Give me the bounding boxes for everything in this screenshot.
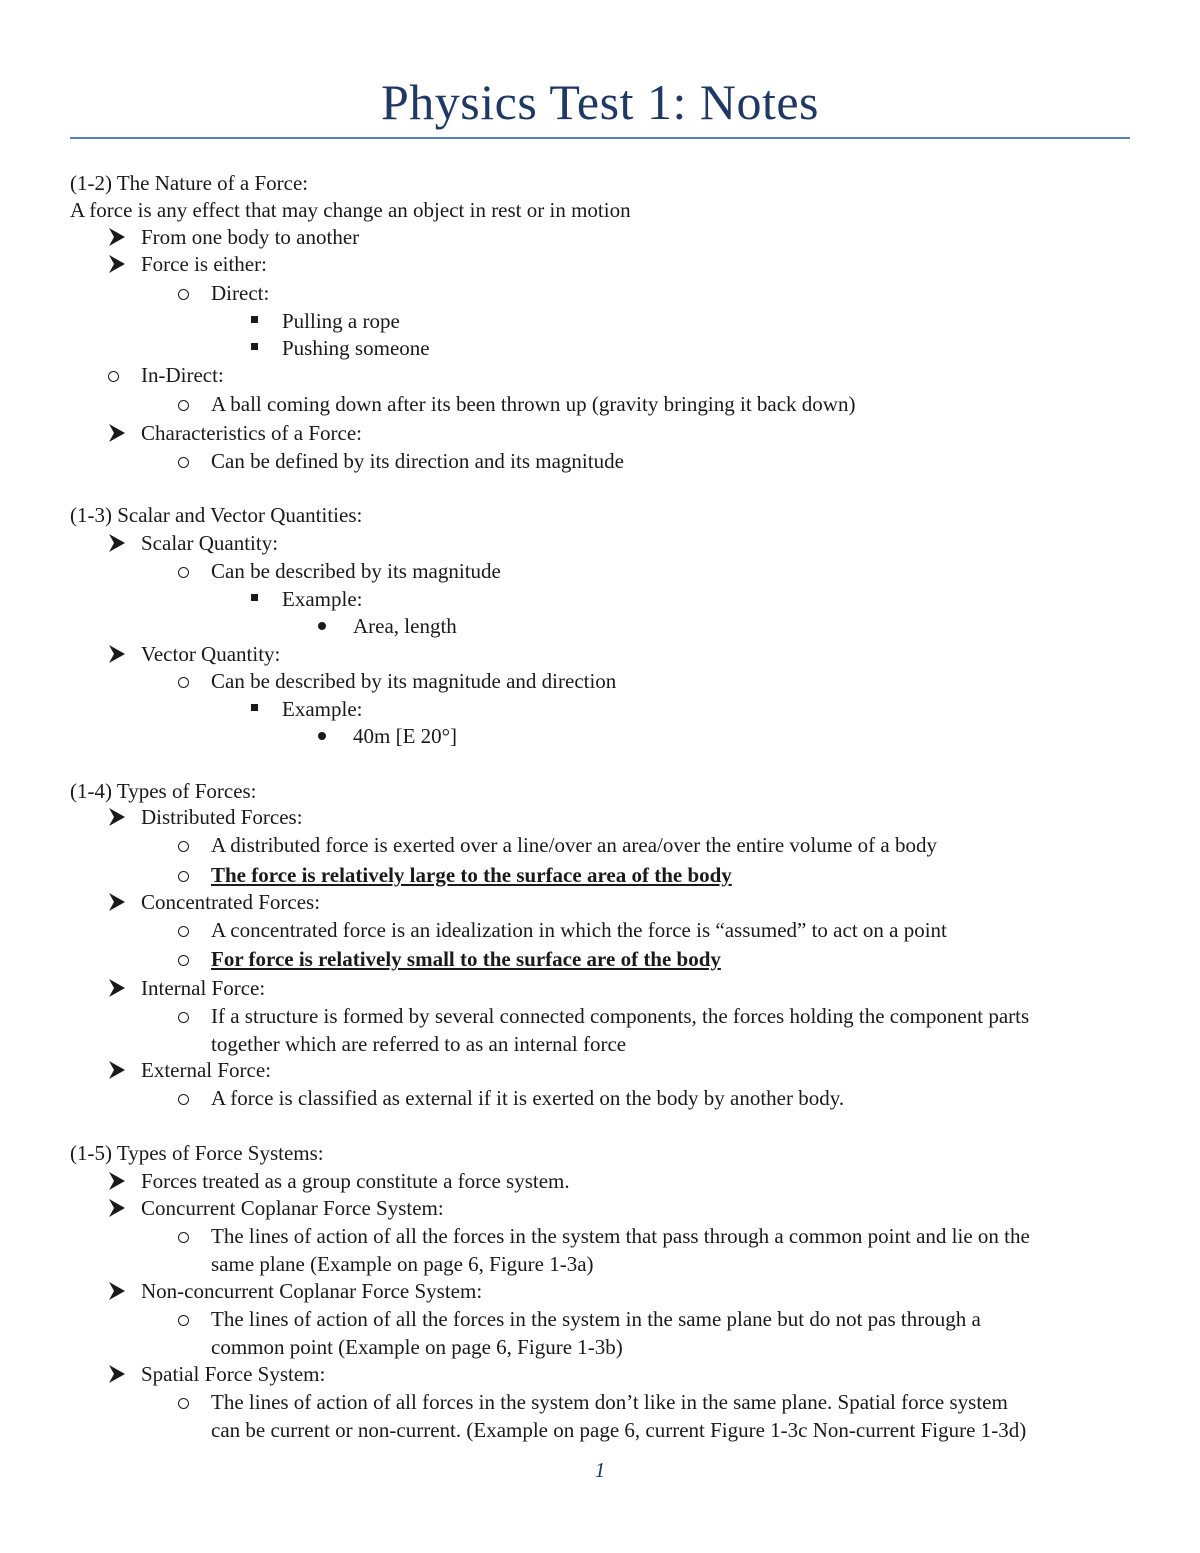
circle-bullet-icon [178, 457, 189, 468]
line-text: A distributed force is exerted over a line/over an area/over the entire volume of a body [211, 833, 937, 857]
circle-bullet-icon [178, 567, 189, 578]
arrow-bullet-icon [108, 1280, 126, 1302]
circle-bullet-icon [178, 1232, 189, 1243]
arrow-bullet-icon [108, 532, 126, 554]
page-number: 1 [594, 1458, 606, 1482]
line-text: (1-4) Types of Forces: [70, 779, 257, 803]
line-text: The lines of action of all the forces in the system that pass through a common point and lie on the [211, 1224, 1030, 1248]
arrow-bullet-icon [108, 226, 126, 248]
arrow-bullet-icon [108, 643, 126, 665]
line-text: same plane (Example on page 6, Figure 1-3a) [211, 1252, 594, 1276]
circle-bullet-icon [178, 841, 189, 852]
square-bullet-icon [251, 594, 258, 601]
arrow-bullet-icon [108, 977, 126, 999]
circle-bullet-icon [178, 871, 189, 882]
circle-bullet-icon [178, 289, 189, 300]
document-title: Physics Test 1: Notes [380, 74, 820, 130]
arrow-bullet-icon [108, 891, 126, 913]
line-text: 40m [E 20°] [353, 724, 458, 748]
line-text: External Force: [141, 1058, 272, 1082]
line-text: Example: [282, 697, 363, 721]
square-bullet-icon [251, 343, 258, 350]
circle-bullet-icon [178, 400, 189, 411]
line-text: Can be described by its magnitude [211, 559, 501, 583]
line-text: Forces treated as a group constitute a force system. [141, 1169, 570, 1193]
line-text: Non-concurrent Coplanar Force System: [141, 1279, 483, 1303]
line-text: common point (Example on page 6, Figure 1-3b) [211, 1335, 623, 1359]
circle-bullet-icon [178, 677, 189, 688]
line-text: If a structure is formed by several connected components, the forces holding the component parts [211, 1004, 1030, 1028]
line-text: can be current or non-current. (Example on page 6, current Figure 1-3c Non-current Figure 1-3d) [211, 1418, 1027, 1442]
arrow-bullet-icon [108, 253, 126, 275]
line-text: Pulling a rope [282, 309, 400, 333]
line-text: From one body to another [141, 225, 360, 249]
line-text: The lines of action of all the forces in the system in the same plane but do not pas through a [211, 1307, 981, 1331]
line-text: (1-3) Scalar and Vector Quantities: [70, 503, 363, 527]
line-text: A ball coming down after its been thrown up (gravity bringing it back down) [211, 392, 856, 416]
line-text: Can be defined by its direction and its magnitude [211, 449, 624, 473]
arrow-bullet-icon [108, 1363, 126, 1385]
line-text: The lines of action of all forces in the system don’t like in the same plane. Spatial force system [211, 1390, 1008, 1414]
line-text: A force is any effect that may change an object in rest or in motion [70, 198, 631, 222]
line-text: (1-2) The Nature of a Force: [70, 171, 309, 195]
line-text: Vector Quantity: [141, 642, 281, 666]
line-text: Scalar Quantity: [141, 531, 279, 555]
arrow-bullet-icon [108, 1059, 126, 1081]
square-bullet-icon [251, 316, 258, 323]
arrow-bullet-icon [108, 1170, 126, 1192]
line-text: Concentrated Forces: [141, 890, 321, 914]
line-text: In-Direct: [141, 363, 224, 387]
line-text: Spatial Force System: [141, 1362, 326, 1386]
line-text: Internal Force: [141, 976, 266, 1000]
line-text: Area, length [353, 614, 457, 638]
circle-bullet-icon [178, 1315, 189, 1326]
line-text: A force is classified as external if it is exerted on the body by another body. [211, 1086, 845, 1110]
line-text: Distributed Forces: [141, 805, 303, 829]
circle-bullet-icon [178, 1012, 189, 1023]
circle-bullet-icon [178, 926, 189, 937]
arrow-bullet-icon [108, 1197, 126, 1219]
line-text: (1-5) Types of Force Systems: [70, 1141, 324, 1165]
arrow-bullet-icon [108, 422, 126, 444]
line-text: Characteristics of a Force: [141, 421, 362, 445]
line-text: A concentrated force is an idealization in which the force is “assumed” to act on a point [211, 918, 947, 942]
arrow-bullet-icon [108, 806, 126, 828]
line-text: The force is relatively large to the surface area of the body [211, 863, 732, 887]
dot-bullet-icon [318, 622, 326, 630]
line-text: together which are referred to as an internal force [211, 1032, 627, 1056]
circle-bullet-icon [108, 371, 119, 382]
line-text: Concurrent Coplanar Force System: [141, 1196, 444, 1220]
circle-bullet-icon [178, 1398, 189, 1409]
line-text: Can be described by its magnitude and direction [211, 669, 617, 693]
line-text: Example: [282, 587, 363, 611]
line-text: Force is either: [141, 252, 267, 276]
line-text: For force is relatively small to the surface are of the body [211, 947, 721, 971]
circle-bullet-icon [178, 1094, 189, 1105]
dot-bullet-icon [318, 732, 326, 740]
title-underline [70, 137, 1130, 139]
square-bullet-icon [251, 704, 258, 711]
line-text: Direct: [211, 281, 270, 305]
circle-bullet-icon [178, 955, 189, 966]
line-text: Pushing someone [282, 336, 430, 360]
